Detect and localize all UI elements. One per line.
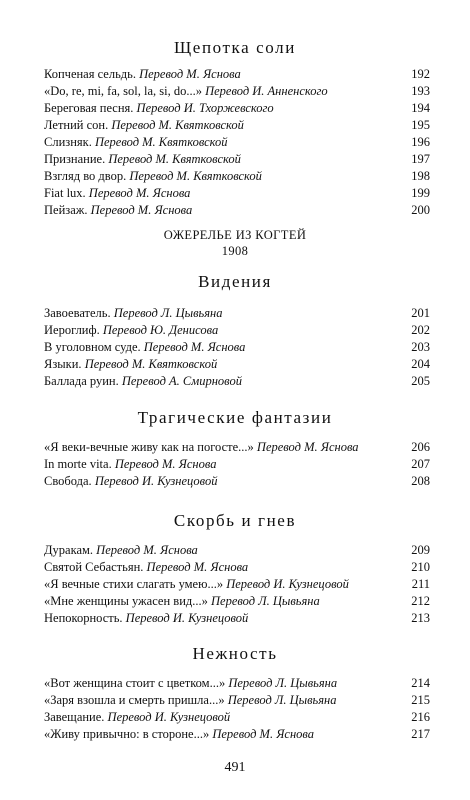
entry-page: 193 xyxy=(411,84,430,98)
toc-entry xyxy=(44,610,430,626)
entry-page: 209 xyxy=(411,543,430,557)
entry-translator: Перевод М. Яснова xyxy=(114,457,217,471)
toc-entry xyxy=(44,559,430,575)
entry-title: Fiat lux. xyxy=(44,186,86,200)
entry-translator: Перевод Л. Цывьяна xyxy=(211,594,320,608)
entry-translator: Перевод М. Яснова xyxy=(88,186,191,200)
entry-translator: Перевод М. Квятковской xyxy=(84,357,218,371)
entry-title: Признание. xyxy=(44,152,106,166)
toc-entry xyxy=(44,726,430,742)
toc-entry xyxy=(44,692,430,708)
toc-entry xyxy=(44,439,430,455)
entry-title: Святой Себастьян. xyxy=(44,560,144,574)
entry-page: 212 xyxy=(411,594,430,608)
entry-page: 206 xyxy=(411,440,430,454)
entry-translator: Перевод М. Яснова xyxy=(256,440,359,454)
toc-entry xyxy=(44,456,430,472)
entry-translator: Перевод И. Тхоржевского xyxy=(136,101,274,115)
book-title: ОЖЕРЕЛЬЕ ИЗ КОГТЕЙ xyxy=(163,228,307,242)
toc-entry xyxy=(44,675,430,691)
entry-title: Копченая сельдь. xyxy=(44,67,136,81)
toc-entry xyxy=(44,168,430,184)
entry-title: In morte vita. xyxy=(44,457,112,471)
section-title: Скорбь и гнев xyxy=(173,511,297,530)
entry-page: 196 xyxy=(411,135,430,149)
entry-translator: Перевод И. Кузнецовой xyxy=(226,577,349,591)
toc-entry xyxy=(44,151,430,167)
entry-page: 210 xyxy=(411,560,430,574)
entry-translator: Перевод И. Кузнецовой xyxy=(125,611,249,625)
entry-title: «Я веки-вечные живу как на погосте...» xyxy=(44,440,254,454)
toc-entry xyxy=(44,66,430,82)
entry-title: Летний сон. xyxy=(44,118,109,132)
entry-translator: Перевод И. Анненского xyxy=(205,84,328,98)
entry-translator: Перевод М. Квятковской xyxy=(108,152,241,166)
entry-page: 197 xyxy=(411,152,430,166)
entry-title: Непокорность. xyxy=(44,611,123,625)
section-title: Трагические фантазии xyxy=(137,408,333,427)
entry-title: Языки. xyxy=(44,357,82,371)
entry-translator: Перевод И. Кузнецовой xyxy=(94,474,218,488)
entry-translator: Перевод М. Яснова xyxy=(146,560,249,574)
entry-page: 203 xyxy=(411,340,430,354)
entry-page: 216 xyxy=(411,710,430,724)
entry-translator: Перевод Л. Цывьяна xyxy=(227,693,337,707)
entry-page: 194 xyxy=(411,101,430,115)
book-year: 1908 xyxy=(221,244,249,258)
toc-entry xyxy=(44,593,430,609)
page-number: 491 xyxy=(224,760,246,775)
entry-title: Дуракам. xyxy=(44,543,94,557)
entry-title: Свобода. xyxy=(44,474,92,488)
entry-title: Слизняк. xyxy=(44,135,92,149)
toc-entry xyxy=(44,117,430,133)
entry-title: Завоеватель. xyxy=(44,306,111,320)
toc-entry xyxy=(44,473,430,489)
entry-page: 214 xyxy=(411,676,430,690)
entry-page: 213 xyxy=(411,611,430,625)
entry-translator: Перевод М. Яснова xyxy=(143,340,246,354)
toc-entry xyxy=(44,202,430,218)
entry-page: 207 xyxy=(411,457,430,471)
entry-title: «Мне женщины ужасен вид...» xyxy=(44,594,208,608)
entry-title: «Я вечные стихи слагать умею...» xyxy=(44,577,224,591)
toc-entry xyxy=(44,100,430,116)
toc-entry xyxy=(44,134,430,150)
entry-title: «Заря взошла и смерть пришла...» xyxy=(44,693,225,707)
entry-translator: Перевод А. Смирновой xyxy=(121,374,242,388)
entry-title: Завещание. xyxy=(44,710,105,724)
entry-translator: Перевод М. Яснова xyxy=(90,203,193,217)
entry-page: 208 xyxy=(411,474,430,488)
toc-entry xyxy=(44,185,430,201)
entry-title: «Do, re, mi, fa, sol, la, si, do...» xyxy=(44,84,202,98)
entry-page: 217 xyxy=(411,727,430,741)
entry-page: 202 xyxy=(411,323,430,337)
toc-entry xyxy=(44,542,430,558)
entry-page: 204 xyxy=(411,357,430,371)
entry-title: «Живу привычно: в стороне...» xyxy=(44,727,210,741)
section-title: Видения xyxy=(198,272,272,291)
entry-translator: Перевод Ю. Денисова xyxy=(102,323,219,337)
entry-title: Иероглиф. xyxy=(44,323,100,337)
toc-entry xyxy=(44,356,430,372)
entry-title: Пейзаж. xyxy=(44,203,88,217)
entry-page: 201 xyxy=(411,306,430,320)
entry-title: Взгляд во двор. xyxy=(44,169,127,183)
section-title: Щепотка соли xyxy=(174,38,296,57)
toc-entry xyxy=(44,83,430,99)
entry-translator: Перевод Л. Цывьяна xyxy=(113,306,223,320)
entry-translator: Перевод М. Яснова xyxy=(96,543,198,557)
toc-entry xyxy=(44,305,430,321)
entry-page: 198 xyxy=(411,169,430,183)
entry-translator: Перевод М. Квятковской xyxy=(111,118,244,132)
entry-translator: Перевод И. Кузнецовой xyxy=(107,710,231,724)
entry-title: Баллада руин. xyxy=(44,374,119,388)
entry-page: 215 xyxy=(411,693,430,707)
toc-entry xyxy=(44,576,430,592)
entry-translator: Перевод М. Квятковской xyxy=(94,135,228,149)
entry-page: 200 xyxy=(411,203,430,217)
toc-entry xyxy=(44,339,430,355)
entry-page: 195 xyxy=(411,118,430,132)
entry-page: 199 xyxy=(411,186,430,200)
toc-entry xyxy=(44,322,430,338)
entry-title: «Вот женщина стоит с цветком...» xyxy=(44,676,226,690)
entry-translator: Перевод Л. Цывьяна xyxy=(228,676,338,690)
entry-title: Береговая песня. xyxy=(44,101,134,115)
entry-translator: Перевод М. Квятковской xyxy=(129,169,262,183)
section-title: Нежность xyxy=(192,644,278,663)
entry-page: 205 xyxy=(411,374,430,388)
entry-translator: Перевод М. Яснова xyxy=(139,67,241,81)
entry-page: 211 xyxy=(411,577,430,591)
entry-page: 192 xyxy=(411,67,430,81)
toc-entry xyxy=(44,709,430,725)
entry-title: В уголовном суде. xyxy=(44,340,141,354)
toc-entry xyxy=(44,373,430,389)
entry-translator: Перевод М. Яснова xyxy=(212,727,314,741)
